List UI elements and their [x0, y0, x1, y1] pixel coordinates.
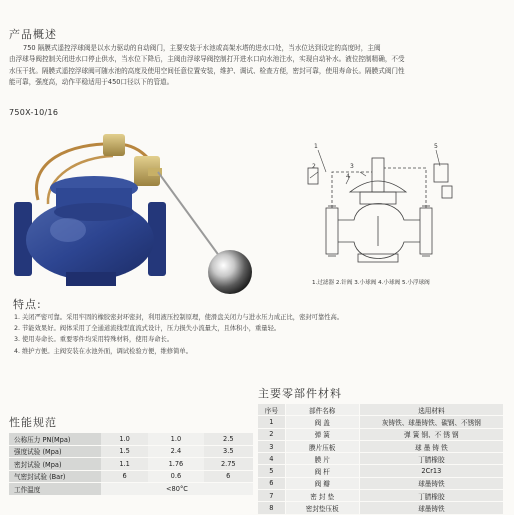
- callout-2: 2: [312, 163, 316, 170]
- cell-material: 2Cr13: [359, 465, 503, 477]
- cell-value: <80°C: [101, 483, 253, 496]
- row-label: 气密封试验 (Bar): [9, 470, 101, 483]
- feature-item: 1. 关闭严密可靠。采用牢固的橡胶密封环密封，利用液压控制原理，使滑盘关闭力与进水压力成正比，密封可靠性高。: [14, 314, 344, 321]
- row-label: 密封试验 (Mpa): [9, 458, 101, 471]
- cell-index: 7: [258, 490, 285, 502]
- cell-index: 2: [258, 428, 285, 440]
- cell-value: 6: [204, 470, 253, 483]
- feature-item: 2. 节能效果好。阀体采用了全通道流线型直流式设计，压力损失小流量大，且体积小，重量轻。: [14, 325, 281, 333]
- performance-table: [9, 433, 253, 496]
- diagram-caption: 1.过滤器 2.针阀 3.小球阀 4.小球阀 5.小浮球阀: [312, 280, 430, 286]
- table-row: [9, 458, 253, 471]
- table-row: [258, 416, 504, 428]
- cell-index: 6: [258, 477, 285, 489]
- cell-value: 1.1: [101, 458, 148, 471]
- callout-4: 4: [346, 173, 350, 180]
- parts-table: [258, 404, 504, 515]
- table-row: [258, 453, 504, 465]
- cell-value: 1.5: [101, 445, 148, 458]
- cell-part: 阀 盖: [285, 416, 359, 428]
- cell-part: 阀 瓣: [285, 477, 359, 489]
- cell-index: 5: [258, 465, 285, 477]
- cell-value: 1.0: [148, 433, 203, 445]
- section-title-parts: 主要零部件材料: [258, 387, 342, 400]
- cross-section-diagram: [288, 128, 468, 268]
- intro-line: 能可靠，强度高，动作平稳适用于450口径以下的管道。: [9, 77, 174, 86]
- cell-part: 膜 片: [285, 453, 359, 465]
- cell-index: 8: [258, 502, 285, 514]
- table-row: [258, 440, 504, 452]
- intro-line: 水压干扰。隔膜式遥控浮球阀可随水池的高度及使用空间任意位置安装，维护、调试、检查方便，密封可靠，使用寿命长。隔膜式阀门性: [9, 66, 405, 75]
- row-label: 强度试验 (Mpa): [9, 445, 101, 458]
- cell-value: 3.5: [204, 445, 253, 458]
- callout-5: 5: [434, 143, 438, 150]
- row-label: 公称压力 PN(Mpa): [9, 433, 101, 445]
- table-row: [9, 433, 253, 445]
- model-number: 750X-10/16: [9, 108, 59, 117]
- feature-item: 3. 使用寿命长。重要零件均采用特殊材料，使用寿命长。: [14, 336, 174, 344]
- table-row: [9, 470, 253, 483]
- section-title-performance: 性能规范: [9, 416, 57, 429]
- feature-item: 4. 维护方便。主阀安装在水池外面，调试检验方便，维修简单。: [14, 347, 193, 355]
- cell-index: 1: [258, 416, 285, 428]
- table-row: [9, 483, 253, 496]
- intro-paragraph: [9, 43, 509, 88]
- cell-value: 2.5: [204, 433, 253, 445]
- table-header-row: [258, 404, 504, 416]
- cell-material: 球墨铸铁: [359, 502, 503, 514]
- cell-value: 1.76: [148, 458, 203, 471]
- cell-part: 密封垫压板: [285, 502, 359, 514]
- cell-material: 丁腈橡胶: [359, 490, 503, 502]
- cell-part: 弹 簧: [285, 428, 359, 440]
- column-header: 部件名称: [285, 404, 359, 416]
- intro-line: 由浮球导阀控制关闭进水口停止供水，当水位下降后，主阀由浮球导阀控制打开进水口向水池注水，实现自动补水。液位控制精确，不受: [9, 55, 405, 64]
- row-label: 工作温度: [9, 483, 101, 496]
- table-row: [9, 445, 253, 458]
- cell-index: 3: [258, 440, 285, 452]
- cell-value: 2.75: [204, 458, 253, 471]
- table-row: [258, 490, 504, 502]
- cell-value: 2.4: [148, 445, 203, 458]
- column-header: 序号: [258, 404, 285, 416]
- section-title-features: 特点:: [13, 298, 42, 311]
- cell-value: 6: [101, 470, 148, 483]
- cell-index: 4: [258, 453, 285, 465]
- table-row: [258, 465, 504, 477]
- cell-part: 密 封 垫: [285, 490, 359, 502]
- valve-photo: [8, 122, 258, 298]
- table-row: [258, 502, 504, 514]
- cell-material: 球墨铸铁: [359, 477, 503, 489]
- section-title-overview: 产品概述: [9, 28, 57, 41]
- callout-1: 1: [314, 143, 318, 150]
- callout-3: 3: [350, 163, 354, 170]
- cell-material: 灰铸铁、球墨铸铁、碳钢、不锈钢: [359, 416, 503, 428]
- cell-material: 弹 簧 钢、不 锈 钢: [359, 428, 503, 440]
- table-row: [258, 477, 504, 489]
- cell-material: 球 墨 铸 铁: [359, 440, 503, 452]
- table-row: [258, 428, 504, 440]
- cell-value: 0.6: [148, 470, 203, 483]
- cell-material: 丁腈橡胶: [359, 453, 503, 465]
- cell-part: 膜片压板: [285, 440, 359, 452]
- column-header: 选用材料: [359, 404, 503, 416]
- cell-value: 1.0: [101, 433, 148, 445]
- feature-list: [14, 312, 504, 357]
- intro-line: 750 隔膜式遥控浮球阀是以水力驱动的自动阀门，主要安装于水池或高架水塔的进水口处，当水位达到设定的高度时，主阀: [23, 44, 381, 52]
- cell-part: 阀 杆: [285, 465, 359, 477]
